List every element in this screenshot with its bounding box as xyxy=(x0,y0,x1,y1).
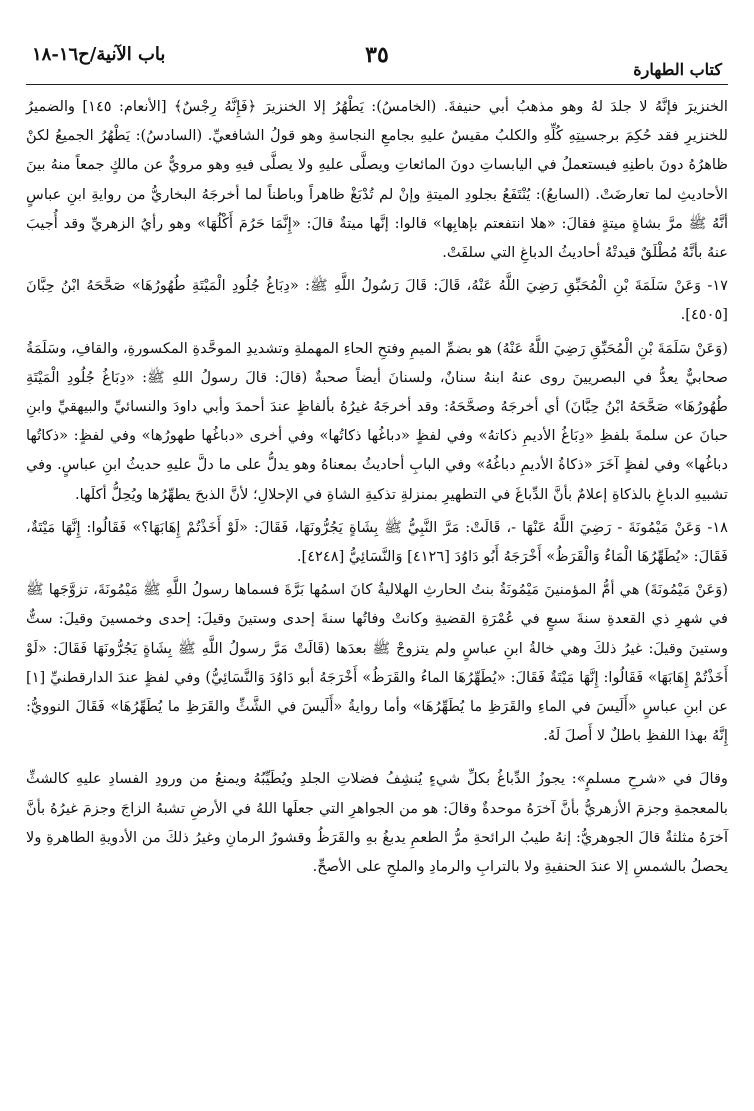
page-body xyxy=(26,92,728,881)
header-rule xyxy=(26,84,728,85)
book-title: كتاب الطهارة xyxy=(633,60,722,79)
chapter-reference: باب الآنية/ح١٦-١٨ xyxy=(32,44,166,65)
hadith-17: ١٧- وَعَنْ سَلَمَةَ بْنِ الْمُحَبِّقِ رَضِيَ اللَّهُ عَنْهُ، قَالَ: قَالَ رَسُولُ اللَّهِ ﷺ: «دِبَاغُ جُلُودِ الْمَيْتَةِ طُهُورُهَا» صَحَّحَهُ ابْنُ حِبَّانَ [٤٥٠٥]. xyxy=(26,277,728,324)
page-header xyxy=(26,40,728,80)
hadith-18: ١٨- وَعَنْ مَيْمُونَةَ - رَضِيَ اللَّهُ عَنْهَا -، قَالَتْ: مَرَّ النَّبِيُّ ﷺ بِشَاةٍ يَجُرُّونَهَا، فَقَالَ: «لَوْ أَخَذْتُمْ إِهَابَهَا؟» فَقَالُوا: إِنَّهَا مَيْتَةٌ، فَقَالَ: «يُطَهِّرُهَا الْمَاءُ وَالْقَرَظُ» أَخْرَجَهُ أَبُو دَاوُدَ [٤١٢٦] وَالنَّسَائِيُّ [٤٢٤٨]. xyxy=(26,518,728,566)
commentary-paragraph-1: الخنزيرَ فإنَّهُ لا جلدَ لهُ وهو مذهبُ أبي حنيفةَ. (الخامسُ): يَطْهُرُ إلا الخنزيرَ ﴿فَإِنَّهُ رِجْسٌ﴾ [الأنعام: ١٤٥] والضميرُ للخنزيرِ فقد حُكِمَ برجسيتِهِ كُلِّهِ والكلبُ مقيسٌ عليهِ بجامعِ النجاسةِ وهو قولُ الشافعيِّ. (السادسُ): يَطْهُرُ الجميعُ لكنْ ظاهرُهُ دونَ باطنِهِ فيستعملُ في اليابساتِ دونَ المائعاتِ ويصلَّى عليهِ ولا يصلَّى فيهِ وهو مرويٌّ عن مالكٍ جمعاً منهُ بينَ الأحاديثِ لما تعارضَتْ. (السابعُ): يُنْتَفَعُ بجلودِ الميتةِ وإنْ لم تُدْبَغْ ظاهراً وباطناً لما أخرجَهُ البخاريُّ من روايةِ ابنِ عباسٍ أنَّهُ ﷺ مرَّ بشاةٍ ميتةٍ فقالَ: «هلا انتفعتم بإهابِها» قالوا: إنَّها ميتةٌ قالَ: «إِنَّمَا حَرُمَ أَكْلُهَا» وهو رأيُ الزهريِّ وقد أُجيبَ عنهُ بأنَّهُ مُطْلَقٌ قيدتْهُ أحاديثُ الدباغِ التي سلفَتْ. xyxy=(26,98,728,262)
commentary-tanning: وقالَ في «شرحِ مسلمٍ»: يجوزُ الدِّباغُ بكلِّ شيءٍ يُنشِفُ فضلاتِ الجلدِ ويُطَيِّبُهُ ويمنعُ من ورودِ الفسادِ عليهِ كالشثِّ بالمعجمةِ وجزمَ الأزهريُّ بأنَّ آخرَهُ موحدةٌ وقالَ: هو من الجواهرِ التي جعلَها اللهُ في الأرضِ تشبهُ الزاجَ وجزمَ غيرُهُ بأنَّ آخرَهُ مثلثةٌ قالَ الجوهريُّ: إنهُ طيبُ الرائحةِ مرُّ الطعمِ يدبغُ بهِ والقَرَظُ وقشورُ الرمانِ وغيرُ ذلكَ من الأدويةِ الطاهرةِ ولا يحصلُ بالشمسِ إلا عندَ الحنفيةِ ولا بالترابِ والرمادِ والملحِ على الأصحِّ. xyxy=(26,770,728,876)
commentary-hadith-17: (وَعَنْ سَلَمَةَ بْنِ الْمُحَبِّقِ رَضِيَ اللَّهُ عَنْهُ) هو بضمِّ الميمِ وفتحِ الحاءِ المهملةِ وتشديدِ الموحَّدةِ المكسورةِ، والقافِ، وسَلَمَةُ صحابيٌّ يعدُّ في البصريينَ روى عنهُ ابنهُ سنانٌ، ولسنانَ أيضاً صحبةٌ (قالَ: قالَ رسولُ اللهِ ﷺ: «دِبَاغُ جُلُودِ الْمَيْتَةِ طُهُورُهَا» صَحَّحَهُ ابْنُ حِبَّانَ) أي أخرجَهُ وصحَّحَهُ: وقد أخرجَهُ غيرُهُ بألفاظٍ عندَ أحمدَ وأبي داودَ والنسائيِّ والبيهقيِّ وابنِ حبانَ عن سلمةَ بلفظِ «دِبَاغُ الأديمِ ذكاتهُ» وفي لفظٍ «دباغُها ذكاتُها» وفي أخرى «دباغُها طهورُها» وفي لفظٍ: «ذكاتُها دباغُها» وفي لفظٍ آخَرَ «ذكاةُ الأديمِ دباغُهُ» وفي البابِ أحاديثُ بمعناهُ وهو يدلُّ على ما دلَّ عليهِ حديثُ ابنِ عباسٍ. وفي تشبيهِ الدباغِ بالذكاةِ إعلامٌ بأنَّ الدِّباغَ في التطهيرِ بمنزلةِ تذكيةِ الشاةِ في الإحلالِ؛ لأنَّ الذبحَ يطهِّرُها ويُحِلُّ أكلَها. xyxy=(26,339,728,503)
page-number: ٣٥ xyxy=(365,42,389,68)
commentary-hadith-18: (وَعَنْ مَيْمُونَةَ) هي أمُّ المؤمنينَ مَيْمُونَةُ بنتُ الحارثِ الهلاليةُ كانَ اسمُها بَرَّةَ فسماها رسولُ اللَّهِ ﷺ مَيْمُونَةَ، تزوَّجَها ﷺ في شهرِ ذي القعدةِ سنةَ سبعٍ في عُمْرَةِ القضيةِ وكانتْ وفاتُها سنةَ إحدى وستينَ وقيلَ: إحدى وخمسينَ وقيلَ: ستٌّ وستينَ وقيلَ: غيرُ ذلكَ وهي خالةُ ابنِ عباسٍ ولم يتزوجْ ﷺ بعدَها (قَالَتْ مَرَّ رسولُ اللَّهِ ﷺ بِشَاةٍ يَجُرُّونَهَا فَقَالَ: «لَوْ أَخَذْتُمْ إِهَابَهَا» فَقَالُوا: إِنَّهَا مَيْتَةٌ فَقَالَ: «يُطَهِّرُهَا الماءُ والقَرَظُ» أَخْرَجَهُ أبو دَاوُدَ وَالنَّسَائِيُّ) وفي لفظٍ عندَ الدارقطنيِّ [١] عن ابنِ عباسٍ «أَلَيسَ في الماءِ والقَرَظِ ما يُطَهِّرُهَا» وأما روايةُ «أَلَيسَ في الشَّثِّ والقَرَظِ ما يُطَهِّرُهَا» فَقَالَ النوويُّ: إِنَّهُ بهذا اللفظِ باطلٌ لا أَصلَ لَهُ. xyxy=(26,581,728,745)
